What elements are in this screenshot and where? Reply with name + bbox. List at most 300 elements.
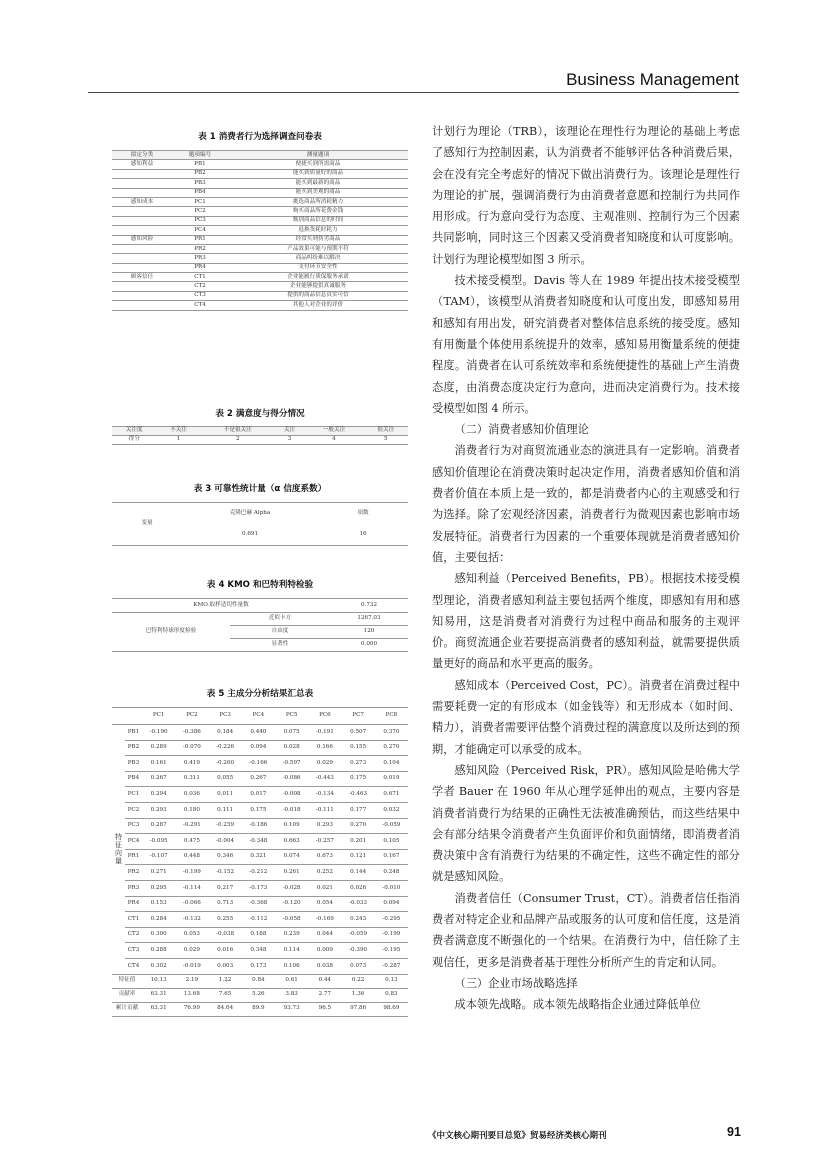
table5-cell: 0.448 xyxy=(175,849,208,865)
table5-cell: -0.059 xyxy=(375,818,408,834)
table5-cell: -0.287 xyxy=(375,958,408,974)
table1-row xyxy=(112,254,408,263)
table5-summary-cell: 0.13 xyxy=(375,974,408,988)
table5-cell: 0.144 xyxy=(342,865,375,881)
table1-cell: PR3 xyxy=(172,254,228,263)
table5-header-cell: PC8 xyxy=(375,708,408,725)
table2-block xyxy=(112,407,408,445)
table1-cell: 企业能履行质保服务承诺 xyxy=(228,273,408,282)
table5-cell: 0.271 xyxy=(142,865,175,881)
table3-col-alpha: 克隆巴赫 Alpha xyxy=(182,503,318,525)
table1-cell xyxy=(112,254,172,263)
table5-header-row xyxy=(112,708,408,725)
table5-cell: -0.199 xyxy=(375,927,408,943)
table5-summary-cell: 累计贡献 xyxy=(112,1002,142,1016)
table1-row xyxy=(112,273,408,282)
table5-header-cell: PC7 xyxy=(342,708,375,725)
table5-cell: 0.507 xyxy=(342,725,375,741)
table5-cell: 0.029 xyxy=(175,943,208,959)
table4-cell: 0.000 xyxy=(330,639,408,652)
table1-cell xyxy=(112,188,172,197)
table5-cell: 0.370 xyxy=(375,725,408,741)
table1-row xyxy=(112,235,408,244)
table1-cell: PR4 xyxy=(172,263,228,272)
table5-cell: 0.173 xyxy=(242,958,275,974)
table5-cell: -0.190 xyxy=(142,725,175,741)
table5-cell: -0.463 xyxy=(342,787,375,803)
table1-cell: CT3 xyxy=(172,291,228,300)
table5-cell: -0.295 xyxy=(375,912,408,928)
table5-cell: PB3 xyxy=(125,756,142,772)
table5-summary-cell: 10.13 xyxy=(142,974,175,988)
table5-cell: PC1 xyxy=(125,787,142,803)
footer-journal: 《中文核心期刊要目总览》贸易经济类核心期刊 xyxy=(428,1130,607,1140)
table2-header-cell: 一般关注 xyxy=(304,427,363,436)
table1-cell: PB4 xyxy=(172,188,228,197)
table5-cell: -0.169 xyxy=(308,912,341,928)
table5-cell: 0.184 xyxy=(209,725,242,741)
table5-cell: -0.019 xyxy=(175,958,208,974)
table5-cell: 0.106 xyxy=(275,958,308,974)
table5-cell: 0.321 xyxy=(242,849,275,865)
table1-cell xyxy=(112,207,172,216)
table5-cell: 0.105 xyxy=(375,834,408,850)
table5-cell: 0.346 xyxy=(209,849,242,865)
table5-cell: 0.177 xyxy=(342,802,375,818)
table5-group-label: 特征向量 xyxy=(112,725,125,975)
table5-cell: 0.713 xyxy=(209,896,242,912)
table5-cell: CT1 xyxy=(125,912,142,928)
table5-cell: -0.348 xyxy=(242,834,275,850)
table5-cell: -0.095 xyxy=(142,834,175,850)
table1-cell: 购买商品所花费金钱 xyxy=(228,207,408,216)
table5-cell: 0.055 xyxy=(209,771,242,787)
table1-header-cell: 拟定分类 xyxy=(112,151,172,160)
table4-cell: 120 xyxy=(330,626,408,639)
table2-score-cell: 2 xyxy=(201,435,275,444)
table5-caption: 表 5 主成分分析结果汇总表 xyxy=(206,689,314,699)
table5-cell: 0.075 xyxy=(275,725,308,741)
table1-row xyxy=(112,169,408,178)
table5-cell: 0.017 xyxy=(242,787,275,803)
table1-cell: 感知利益 xyxy=(112,160,172,169)
table5-cell: -0.066 xyxy=(175,896,208,912)
table1-cell: 能买到美观的商品 xyxy=(228,188,408,197)
table5-cell: -0.028 xyxy=(275,880,308,896)
table5-row xyxy=(112,849,408,865)
table5-cell: 0.109 xyxy=(275,818,308,834)
table5-cell: 0.261 xyxy=(275,865,308,881)
table5-row xyxy=(112,865,408,881)
table2-header-cell: 关注度 xyxy=(112,427,156,436)
table5-cell: PB2 xyxy=(125,740,142,756)
table2-score-cell: 4 xyxy=(304,435,363,444)
table5-cell: -0.010 xyxy=(375,880,408,896)
table5-row xyxy=(112,958,408,974)
paragraph-consumer-trust: 消费者信任（Consumer Trust，CT）。消费者信任指消费者对特定企业和品牌产品或服务的认可度和信任度，这是消费者满意度不断强化的一个结果。在消费行为中，信任除了主观信任，更多是消费者基于理性分析所产生的肯定和认同。 xyxy=(432,891,740,969)
table5-cell: 0.239 xyxy=(275,927,308,943)
table3-items-value: 16 xyxy=(318,524,408,546)
table5-cell: 0.028 xyxy=(275,740,308,756)
table1-row xyxy=(112,301,408,310)
table1-cell: PB1 xyxy=(172,160,228,169)
table5-cell: PB4 xyxy=(125,771,142,787)
table2-score-cell: 3 xyxy=(275,435,305,444)
table4-cell: 显著性 xyxy=(230,639,330,652)
table1-cell: 便捷买到所需商品 xyxy=(228,160,408,169)
table5-summary-cell: 3.83 xyxy=(275,988,308,1002)
table5-block xyxy=(112,687,408,1017)
table5-cell: -0.257 xyxy=(308,834,341,850)
table5-cell: -0.443 xyxy=(308,771,341,787)
table1-cell: 企业能够提供真诚服务 xyxy=(228,282,408,291)
table2-caption: 表 2 满意度与得分情况 xyxy=(215,409,305,419)
table5-cell: -0.291 xyxy=(175,818,208,834)
table1-cell: 产品效果可能与预期不符 xyxy=(228,244,408,253)
table5-cell: PR4 xyxy=(125,896,142,912)
table5-cell: 0.036 xyxy=(175,787,208,803)
table5-cell: -0.191 xyxy=(308,725,341,741)
table5-cell: 0.252 xyxy=(308,865,341,881)
table5-cell: 0.201 xyxy=(342,834,375,850)
table5-row xyxy=(112,756,408,772)
table5-summary-cell: 76.99 xyxy=(175,1002,208,1016)
table5-cell: 0.300 xyxy=(142,927,175,943)
table1-row xyxy=(112,216,408,225)
table1-cell: 经常买到伪劣商品 xyxy=(228,235,408,244)
table5-corner-cell xyxy=(112,708,142,725)
table5-cell: -0.033 xyxy=(342,896,375,912)
table5-cell: 0.419 xyxy=(175,756,208,772)
table5-summary-cell: 1.22 xyxy=(209,974,242,988)
table5-summary-cell: 0.22 xyxy=(342,974,375,988)
table5-cell: -0.058 xyxy=(275,912,308,928)
table5-cell: 0.270 xyxy=(375,740,408,756)
subheading-market-strategy: （三）企业市场战略选择 xyxy=(454,976,578,990)
table5-summary-cell: 84.64 xyxy=(209,1002,242,1016)
table5-cell: 0.021 xyxy=(308,880,341,896)
table5-cell: PC3 xyxy=(125,818,142,834)
table1-cell: PC2 xyxy=(172,207,228,216)
table1-cell: 能买到质量好的商品 xyxy=(228,169,408,178)
table1 xyxy=(112,150,408,311)
table2-header-cell: 不是很关注 xyxy=(201,427,275,436)
table5-cell: -0.132 xyxy=(175,912,208,928)
table5-cell: -0.070 xyxy=(175,740,208,756)
table5-summary-cell: 89.9 xyxy=(242,1002,275,1016)
table5-cell: -0.166 xyxy=(242,756,275,772)
table1-row xyxy=(112,160,408,169)
table5-cell: 0.243 xyxy=(342,912,375,928)
table5-cell: -0.111 xyxy=(308,802,341,818)
table5-cell: 0.032 xyxy=(375,802,408,818)
table5-cell: 0.311 xyxy=(175,771,208,787)
table5-cell: 0.053 xyxy=(175,927,208,943)
table4-cell: 自由度 xyxy=(230,626,330,639)
table5-header-cell: PC6 xyxy=(308,708,341,725)
table5-cell: 0.094 xyxy=(375,896,408,912)
table5-cell: 0.248 xyxy=(375,865,408,881)
table1-row xyxy=(112,291,408,300)
page-number: 91 xyxy=(727,1125,741,1139)
table5-summary-cell: 1.36 xyxy=(342,988,375,1002)
table5-row xyxy=(112,818,408,834)
table5-cell: -0.086 xyxy=(275,771,308,787)
table1-cell: 感知成本 xyxy=(112,197,172,206)
subheading-perceived-value: （二）消费者感知价值理论 xyxy=(454,423,589,437)
table5-summary-row xyxy=(112,974,408,988)
table5-cell: 0.289 xyxy=(142,740,175,756)
table5-cell: -0.018 xyxy=(275,802,308,818)
table5-summary-cell: 98.69 xyxy=(375,1002,408,1016)
table5-header-cell: PC1 xyxy=(142,708,175,725)
table5-summary-cell: 5.26 xyxy=(242,988,275,1002)
table5-cell: 0.121 xyxy=(342,849,375,865)
table1-cell xyxy=(112,179,172,188)
table5-cell: 0.153 xyxy=(142,896,175,912)
table1-cell: CT4 xyxy=(172,301,228,310)
table5-cell: -0.199 xyxy=(175,865,208,881)
table3 xyxy=(112,502,408,546)
table5-row xyxy=(112,802,408,818)
table4-cell: 近似卡方 xyxy=(230,613,330,626)
table5-cell: 0.038 xyxy=(308,958,341,974)
table5-cell: 0.293 xyxy=(308,818,341,834)
table5-row xyxy=(112,771,408,787)
table5-summary-cell: 贡献率 xyxy=(112,988,142,1002)
table5-cell: 0.111 xyxy=(209,802,242,818)
table5-cell: -0.226 xyxy=(209,740,242,756)
paragraph-perceived-benefits: 感知利益（Perceived Benefits，PB）。根据技术接受模型理论，消费者感知利益主要包括两个维度，即感知有用和感知易用，这是消费者对消费行为过程中商品和服务的主观评价。商贸流通企业若要提高消费者的感知利益，就需要提供质量更好的商品和水平更高的服务。 xyxy=(432,572,740,671)
table5-summary-cell: 0.83 xyxy=(375,988,408,1002)
table5-cell: 0.073 xyxy=(342,958,375,974)
table5-row xyxy=(112,943,408,959)
table5-cell: 0.175 xyxy=(342,771,375,787)
table5-cell: 0.104 xyxy=(375,756,408,772)
table5-cell: 0.054 xyxy=(308,896,341,912)
table5-summary-cell: 2.77 xyxy=(308,988,341,1002)
table1-cell: CT2 xyxy=(172,282,228,291)
table1-cell: PB2 xyxy=(172,169,228,178)
table5-cell: 0.019 xyxy=(375,771,408,787)
paragraph-tam: 技术接受模型。Davis 等人在 1989 年提出技术接受模型（TAM），该模型从消费者知晓度和认可度出发，即感知易用和感知有用出发，研究消费者对整体信息系统的接受度。感知有用衡量个体使用系统提升的效率，感知易用衡量系统的便捷程度。消费者在认可系统效率和系统便捷性的基础上产生消费态度，由消费态度决定行为意向，进而决定消费行为。技术接受模型如图 4 所示。 xyxy=(432,274,740,415)
table5-cell: 0.294 xyxy=(142,787,175,803)
table5-row xyxy=(112,834,408,850)
table5-cell: 0.016 xyxy=(209,943,242,959)
table5-summary-row xyxy=(112,988,408,1002)
table5-row xyxy=(112,896,408,912)
table5-summary-cell: 96.5 xyxy=(308,1002,341,1016)
table5-cell: -0.212 xyxy=(242,865,275,881)
table1-row xyxy=(112,188,408,197)
table5-summary-cell: 7.65 xyxy=(209,988,242,1002)
table5-cell: 0.094 xyxy=(242,740,275,756)
running-header: Business Management xyxy=(566,70,739,89)
table5-row xyxy=(112,912,408,928)
table1-cell: PC4 xyxy=(172,226,228,235)
table5 xyxy=(112,707,408,1017)
table5-cell: PR2 xyxy=(125,865,142,881)
table3-alpha-value: 0.691 xyxy=(182,524,318,546)
table3-block xyxy=(112,482,408,546)
table5-cell: -0.134 xyxy=(308,787,341,803)
table4-caption: 表 4 KMO 和巴特利特检验 xyxy=(206,580,314,590)
table5-header-cell: PC4 xyxy=(242,708,275,725)
table2-header-cell: 很关注 xyxy=(364,427,408,436)
table5-cell: 0.155 xyxy=(342,740,375,756)
table5-summary-cell: 13.68 xyxy=(175,988,208,1002)
table5-row xyxy=(112,740,408,756)
table5-cell: PB1 xyxy=(125,725,142,741)
table5-cell: 0.074 xyxy=(275,849,308,865)
table1-cell: 能买到最新的商品 xyxy=(228,179,408,188)
header-rule xyxy=(88,92,739,93)
table5-cell: 0.044 xyxy=(308,927,341,943)
table5-cell: 0.663 xyxy=(275,834,308,850)
table5-cell: 0.175 xyxy=(242,802,275,818)
table5-cell: -0.195 xyxy=(375,943,408,959)
table1-cell xyxy=(112,291,172,300)
table1-cell: 其他人对企业的评价 xyxy=(228,301,408,310)
table5-cell: -0.186 xyxy=(242,818,275,834)
table1-cell: PC1 xyxy=(172,197,228,206)
table3-row-label: 变量 xyxy=(112,503,182,546)
table1-cell: 退换货耗时耗力 xyxy=(228,226,408,235)
table2-score-cell: 得分 xyxy=(112,435,156,444)
table5-summary-cell: 2.19 xyxy=(175,974,208,988)
table5-row xyxy=(112,787,408,803)
table5-cell: PR1 xyxy=(125,849,142,865)
table1-row xyxy=(112,197,408,206)
table2-header-cell: 关注 xyxy=(275,427,305,436)
paragraph-perceived-cost: 感知成本（Perceived Cost，PC）。消费者在消费过程中需要耗费一定的有形成本（如金钱等）和无形成本（如时间、精力），消费者需要评估整个消费过程的满意度以及所达到的预期，才能确定可以承受的成本。 xyxy=(432,678,740,756)
table5-cell: 0.267 xyxy=(242,771,275,787)
table5-cell: 0.270 xyxy=(342,818,375,834)
table5-row xyxy=(112,927,408,943)
table1-cell: 挑选商品所消耗精力 xyxy=(228,197,408,206)
table1-cell: CT1 xyxy=(172,273,228,282)
table5-cell: -0.004 xyxy=(209,834,242,850)
table5-summary-cell: 63.31 xyxy=(142,988,175,1002)
table1-cell xyxy=(112,226,172,235)
table5-summary-cell: 特征值 xyxy=(112,974,142,988)
table5-summary-cell: 0.44 xyxy=(308,974,341,988)
table5-header-cell: PC2 xyxy=(175,708,208,725)
table4-cell: 1267.03 xyxy=(330,613,408,626)
table5-row xyxy=(112,725,408,741)
paragraph-cost-leadership: 成本领先战略。成本领先战略指企业通过降低单位 xyxy=(454,998,701,1012)
table5-cell: -0.597 xyxy=(275,756,308,772)
table1-header-cell: 题项编号 xyxy=(172,151,228,160)
table5-cell: 0.009 xyxy=(308,943,341,959)
table1-cell xyxy=(112,301,172,310)
table1-cell xyxy=(112,216,172,225)
table5-cell: PC4 xyxy=(125,834,142,850)
table5-cell: 0.003 xyxy=(209,958,242,974)
table5-cell: -0.260 xyxy=(209,756,242,772)
body-text xyxy=(432,121,740,1015)
table5-cell: -0.152 xyxy=(209,865,242,881)
table5-summary-cell: 93.73 xyxy=(275,1002,308,1016)
table5-cell: 0.293 xyxy=(142,802,175,818)
table5-cell: 0.273 xyxy=(342,756,375,772)
table5-cell: -0.112 xyxy=(242,912,275,928)
table5-cell: -0.038 xyxy=(209,927,242,943)
table5-cell: -0.120 xyxy=(275,896,308,912)
table5-header-cell: PC5 xyxy=(275,708,308,725)
table1-caption: 表 1 消费者行为选择调查问卷表 xyxy=(198,132,322,142)
table5-cell: 0.029 xyxy=(308,756,341,772)
table5-summary-cell: 97.86 xyxy=(342,1002,375,1016)
kmo-label: KMO 取样适切性量数 xyxy=(112,599,330,613)
table5-cell: -0.386 xyxy=(175,725,208,741)
table1-cell: PB3 xyxy=(172,179,228,188)
table5-summary-cell: 0.84 xyxy=(242,974,275,988)
table5-cell: 0.267 xyxy=(142,771,175,787)
table1-cell: 商品纠纷难以解决 xyxy=(228,254,408,263)
table5-cell: 0.255 xyxy=(209,912,242,928)
table1-cell: 支付环节安全性 xyxy=(228,263,408,272)
table5-row xyxy=(112,880,408,896)
table5-cell: 0.026 xyxy=(342,880,375,896)
kmo-value: 0.732 xyxy=(330,599,408,613)
paragraph-perceived-risk: 感知风险（Perceived Risk，PR）。感知风险是哈佛大学学者 Bauer 在 1960 年从心理学延伸出的观点，主要内容是消费者消费行为结果的正确性无法被准确预估，而这些结果中会有部分结果令消费者产生负面评价和负面情绪，即消费者消费决策中含有消费行为结果的不确定性，这些不确定性的部分就是感知风险。 xyxy=(432,763,740,884)
table5-cell: CT3 xyxy=(125,943,142,959)
table1-cell: PR2 xyxy=(172,244,228,253)
table5-cell: 0.167 xyxy=(375,849,408,865)
table3-col-items: 项数 xyxy=(318,503,408,525)
table1-cell xyxy=(112,263,172,272)
table5-summary-row xyxy=(112,1002,408,1016)
table5-cell: -0.173 xyxy=(242,880,275,896)
table5-cell: 0.302 xyxy=(142,958,175,974)
table5-cell: 0.440 xyxy=(242,725,275,741)
table2-score-cell: 1 xyxy=(156,435,200,444)
table1-cell xyxy=(112,282,172,291)
table1-cell: PR1 xyxy=(172,235,228,244)
table1-cell: 感知风险 xyxy=(112,235,172,244)
table5-cell: 0.161 xyxy=(142,756,175,772)
table5-cell: PR3 xyxy=(125,880,142,896)
table1-row xyxy=(112,244,408,253)
table5-header-cell: PC3 xyxy=(209,708,242,725)
table3-caption: 表 3 可靠性统计量（α 信度系数） xyxy=(193,484,327,494)
table5-summary-cell: 63.31 xyxy=(142,1002,175,1016)
table1-cell: 甄别商品信息的时间 xyxy=(228,216,408,225)
table4 xyxy=(112,598,408,652)
table1-row xyxy=(112,207,408,216)
table5-cell: 0.671 xyxy=(375,787,408,803)
table5-cell: -0.259 xyxy=(209,818,242,834)
table5-cell: -0.368 xyxy=(242,896,275,912)
table1-row xyxy=(112,179,408,188)
table5-cell: -0.390 xyxy=(342,943,375,959)
table5-cell: 0.114 xyxy=(275,943,308,959)
table5-cell: 0.475 xyxy=(175,834,208,850)
table1-row xyxy=(112,282,408,291)
table5-cell: 0.284 xyxy=(142,912,175,928)
table5-cell: -0.114 xyxy=(175,880,208,896)
table2-score-cell: 5 xyxy=(364,435,408,444)
bartlett-label: 巴特利特球形度检验 xyxy=(112,613,230,652)
table2 xyxy=(112,426,408,445)
table5-cell: CT2 xyxy=(125,927,142,943)
table5-cell: CT4 xyxy=(125,958,142,974)
table1-cell: 顾客信任 xyxy=(112,273,172,282)
table1-cell xyxy=(112,169,172,178)
table5-cell: -0.059 xyxy=(342,927,375,943)
table5-cell: PC2 xyxy=(125,802,142,818)
